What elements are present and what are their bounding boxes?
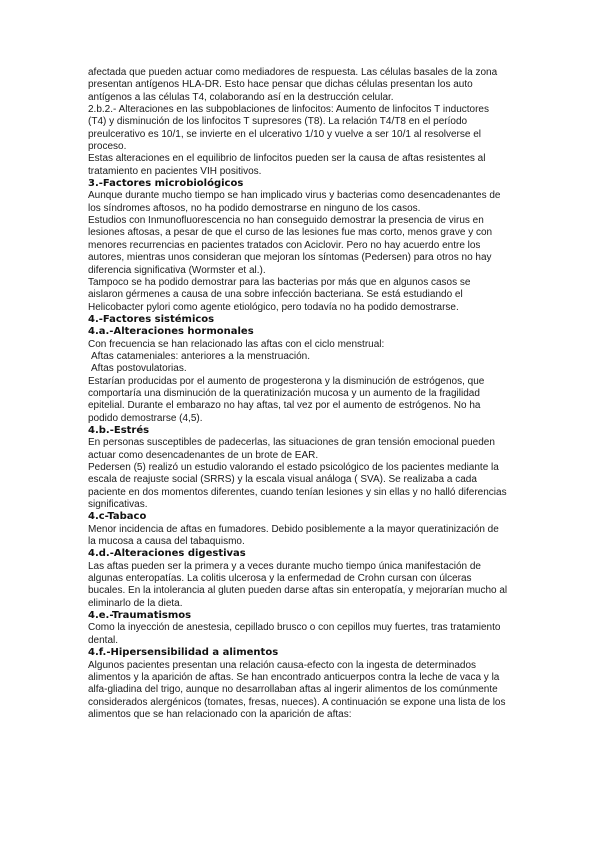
paragraph: Tampoco se ha podido demostrar para las bacterias por más que en algunos casos se aislaron gérmenes a causa de una sobre infección bacteriana. Se está estudiando el Helicobacter pylori como agente etiológico, pero todavía no ha podido demostrarse. bbox=[88, 276, 471, 313]
paragraph: Pedersen (5) realizó un estudio valorando el estado psicológico de los pacientes mediante la escala de reajuste social (SRRS) y la escala visual análoga ( SVA). Se realizaba a cada paciente en dos momentos diferentes, cuando tenían lesiones y sin ellas y no halló diferencias significativas. bbox=[88, 462, 507, 511]
subsection-heading: 4.e.-Traumatismos bbox=[88, 610, 192, 622]
paragraph: Estarían producidas por el aumento de progesterona y la disminución de estrógenos, que comportaría una disminución de la queratinización mucosa y un aumento de la fragilidad epitelial. Durante el embarazo no hay aftas, tal vez por el aumento de estrógenos. No ha podido demostrarse (4,5). bbox=[88, 375, 485, 424]
subsection-heading: 4.a.-Alteraciones hormonales bbox=[88, 326, 254, 338]
paragraph: afectada que pueden actuar como mediadores de respuesta. Las células basales de la zona presentan antígenos HLA-DR. Esto hace pensar que dichas células presentan los auto antígenos a las células T4, colaborando así en la destrucción celular. bbox=[88, 67, 498, 103]
paragraph: Aunque durante mucho tiempo se han implicado virus y bacterias como desencadenantes de los síndromes aftosos, no ha podido demostrarse en ninguno de los casos. bbox=[88, 190, 501, 214]
subsection-heading: 4.f.-Hipersensibilidad a alimentos bbox=[88, 647, 279, 659]
document-body bbox=[88, 67, 508, 721]
paragraph: Algunos pacientes presentan una relación causa-efecto con la ingesta de determinados alimentos y la aparición de aftas. Se han encontrado anticuerpos contra la leche de vaca y la alfa-gliadina del trigo, aunque no desarrollaban aftas al ingerir alimentos de los comúnmente considerados alergénicos (tomates, fresas, nueces). A continuación se expone una lista de los alimentos que se han relacionado con la aparición de aftas: bbox=[88, 659, 506, 720]
section-heading: 4.-Factores sistémicos bbox=[88, 313, 215, 325]
subsection-heading: 4.b.-Estrés bbox=[88, 424, 150, 436]
section-heading: 3.-Factores microbiológicos bbox=[88, 178, 244, 190]
paragraph: 2.b.2.- Alteraciones en las subpoblaciones de linfocitos: Aumento de linfocitos T inductores (T4) y disminución de los linfocitos T supresores (T8). La relación T4/T8 en el período preulcerativo es 10/1, se invierte en el ulcerativo 1/10 y vuelve a ser 10/1 al resolverse el proceso. bbox=[88, 104, 489, 153]
paragraph: Estudios con Inmunofluorescencia no han conseguido demostrar la presencia de virus en lesiones aftosas, a pesar de que el curso de las lesiones fue mas corto, menos grave y con menores recurrencias en pacientes tratados con Aciclovir. Pero no hay acuerdo entre los autores, mientras unos consideran que mejoran los síntomas (Pedersen) para otros no hay diferencia significativa (Wormster et al.). bbox=[88, 215, 493, 276]
paragraph: Las aftas pueden ser la primera y a veces durante mucho tiempo única manifestación de algunas enteropatías. La colitis ulcerosa y la enfermedad de Crohn cursan con úlceras bucales. En la intolerancia al gluten pueden darse aftas sin enteropatía, y mejorarían mucho al eliminarlo de la dieta. bbox=[88, 560, 508, 609]
paragraph: Menor incidencia de aftas en fumadores. Debido posiblemente a la mayor queratinización de la mucosa a causa del tabaquismo. bbox=[88, 523, 499, 548]
paragraph: Estas alteraciones en el equilibrio de linfocitos pueden ser la causa de aftas resistentes al tratamiento en pacientes VIH positivos. bbox=[88, 153, 486, 177]
list-item: Aftas postovulatorias. bbox=[91, 363, 187, 375]
paragraph: Con frecuencia se han relacionado las aftas con el ciclo menstrual: bbox=[88, 338, 385, 350]
subsection-heading: 4.d.-Alteraciones digestivas bbox=[88, 548, 246, 560]
subsection-heading: 4.c-Tabaco bbox=[88, 511, 147, 523]
list-item: Aftas catameniales: anteriores a la menstruación. bbox=[91, 350, 310, 362]
paragraph: En personas susceptibles de padecerlas, las situaciones de gran tensión emocional pueden actuar como desencadenantes de un brote de EAR. bbox=[88, 437, 495, 461]
paragraph: Como la inyección de anestesia, cepillado brusco o con cepillos muy fuertes, tras tratamiento dental. bbox=[88, 622, 501, 646]
